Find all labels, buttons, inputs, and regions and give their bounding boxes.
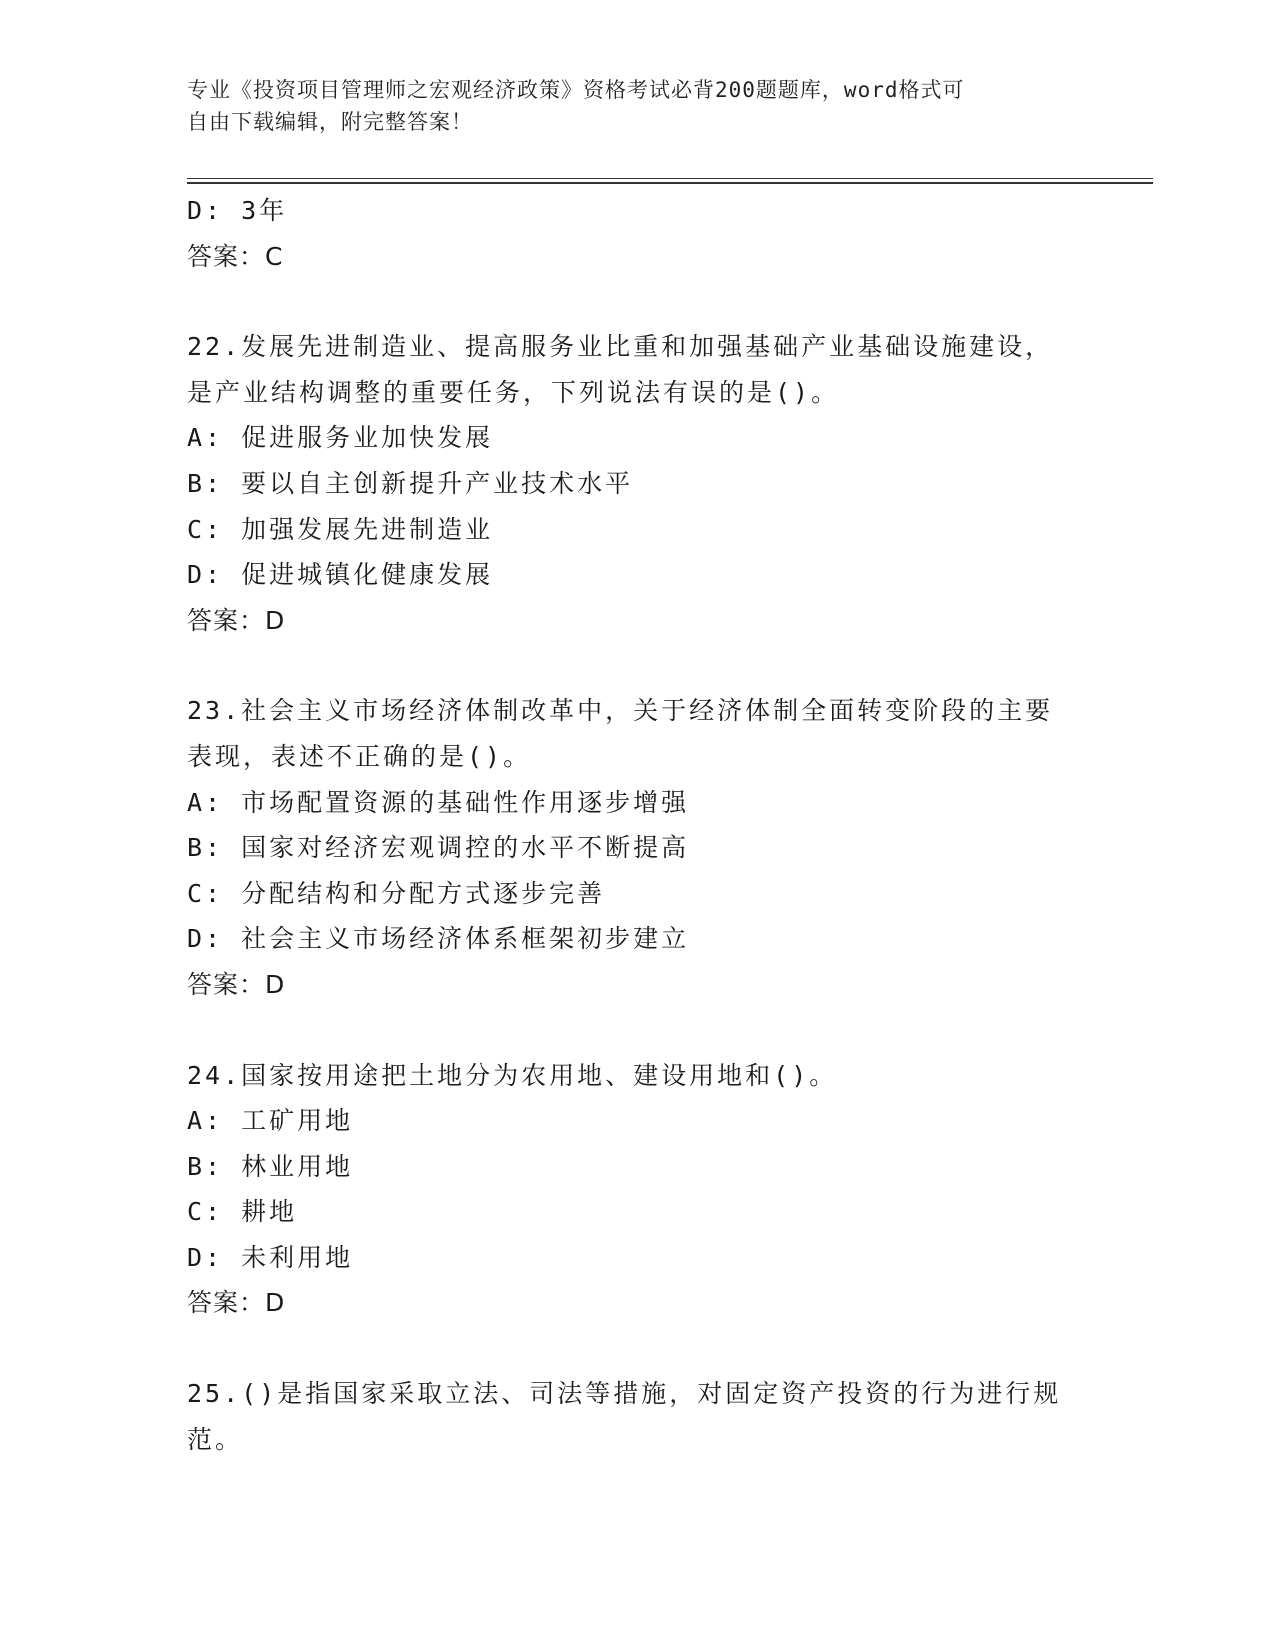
answer-line: 答案：D xyxy=(187,969,286,999)
option-b: B: 要以自主创新提升产业技术水平 xyxy=(187,468,634,498)
answer-line: 答案：C xyxy=(187,241,284,271)
header-divider-thin xyxy=(187,178,1153,179)
question-block-22 xyxy=(187,324,1087,643)
question-stem: 25.()是指国家采取立法、司法等措施，对固定资产投资的行为进行规 xyxy=(187,1379,1062,1409)
question-block-25 xyxy=(187,1371,1087,1462)
option-a: A: 市场配置资源的基础性作用逐步增强 xyxy=(187,787,690,817)
question-stem-continued: 是产业结构调整的重要任务，下列说法有误的是()。 xyxy=(187,377,840,407)
document-header xyxy=(187,74,1067,138)
option-d: D: 社会主义市场经济体系框架初步建立 xyxy=(187,924,690,954)
document-body xyxy=(187,188,1087,1462)
option-a: A: 促进服务业加快发展 xyxy=(187,423,494,453)
header-line-1: 专业《投资项目管理师之宏观经济政策》资格考试必背200题题库，word格式可 xyxy=(187,78,965,102)
option-c: C: 耕地 xyxy=(187,1197,298,1227)
header-divider-thick xyxy=(187,182,1153,184)
question-stem-continued: 表现，表述不正确的是()。 xyxy=(187,741,532,771)
option-c: C: 加强发展先进制造业 xyxy=(187,514,494,544)
question-block-24 xyxy=(187,1053,1087,1327)
option-c: C: 分配结构和分配方式逐步完善 xyxy=(187,878,606,908)
question-stem: 24.国家按用途把土地分为农用地、建设用地和()。 xyxy=(187,1060,838,1090)
option-b: B: 林业用地 xyxy=(187,1151,354,1181)
question-stem: 22.发展先进制造业、提高服务业比重和加强基础产业基础设施建设， xyxy=(187,332,1054,362)
answer-line: 答案：D xyxy=(187,1288,286,1318)
header-line-2: 自由下载编辑，附完整答案！ xyxy=(187,110,473,134)
option-a: A: 工矿用地 xyxy=(187,1106,354,1136)
question-block-21 xyxy=(187,188,1087,279)
question-stem-continued: 范。 xyxy=(187,1424,244,1454)
answer-line: 答案：D xyxy=(187,605,286,635)
option-d: D: 促进城镇化健康发展 xyxy=(187,560,494,590)
option-d: D: 未利用地 xyxy=(187,1242,354,1272)
option-d: D: 3年 xyxy=(187,196,288,225)
question-stem: 23.社会主义市场经济体制改革中，关于经济体制全面转变阶段的主要 xyxy=(187,696,1054,726)
question-block-23 xyxy=(187,688,1087,1007)
option-b: B: 国家对经济宏观调控的水平不断提高 xyxy=(187,833,690,863)
